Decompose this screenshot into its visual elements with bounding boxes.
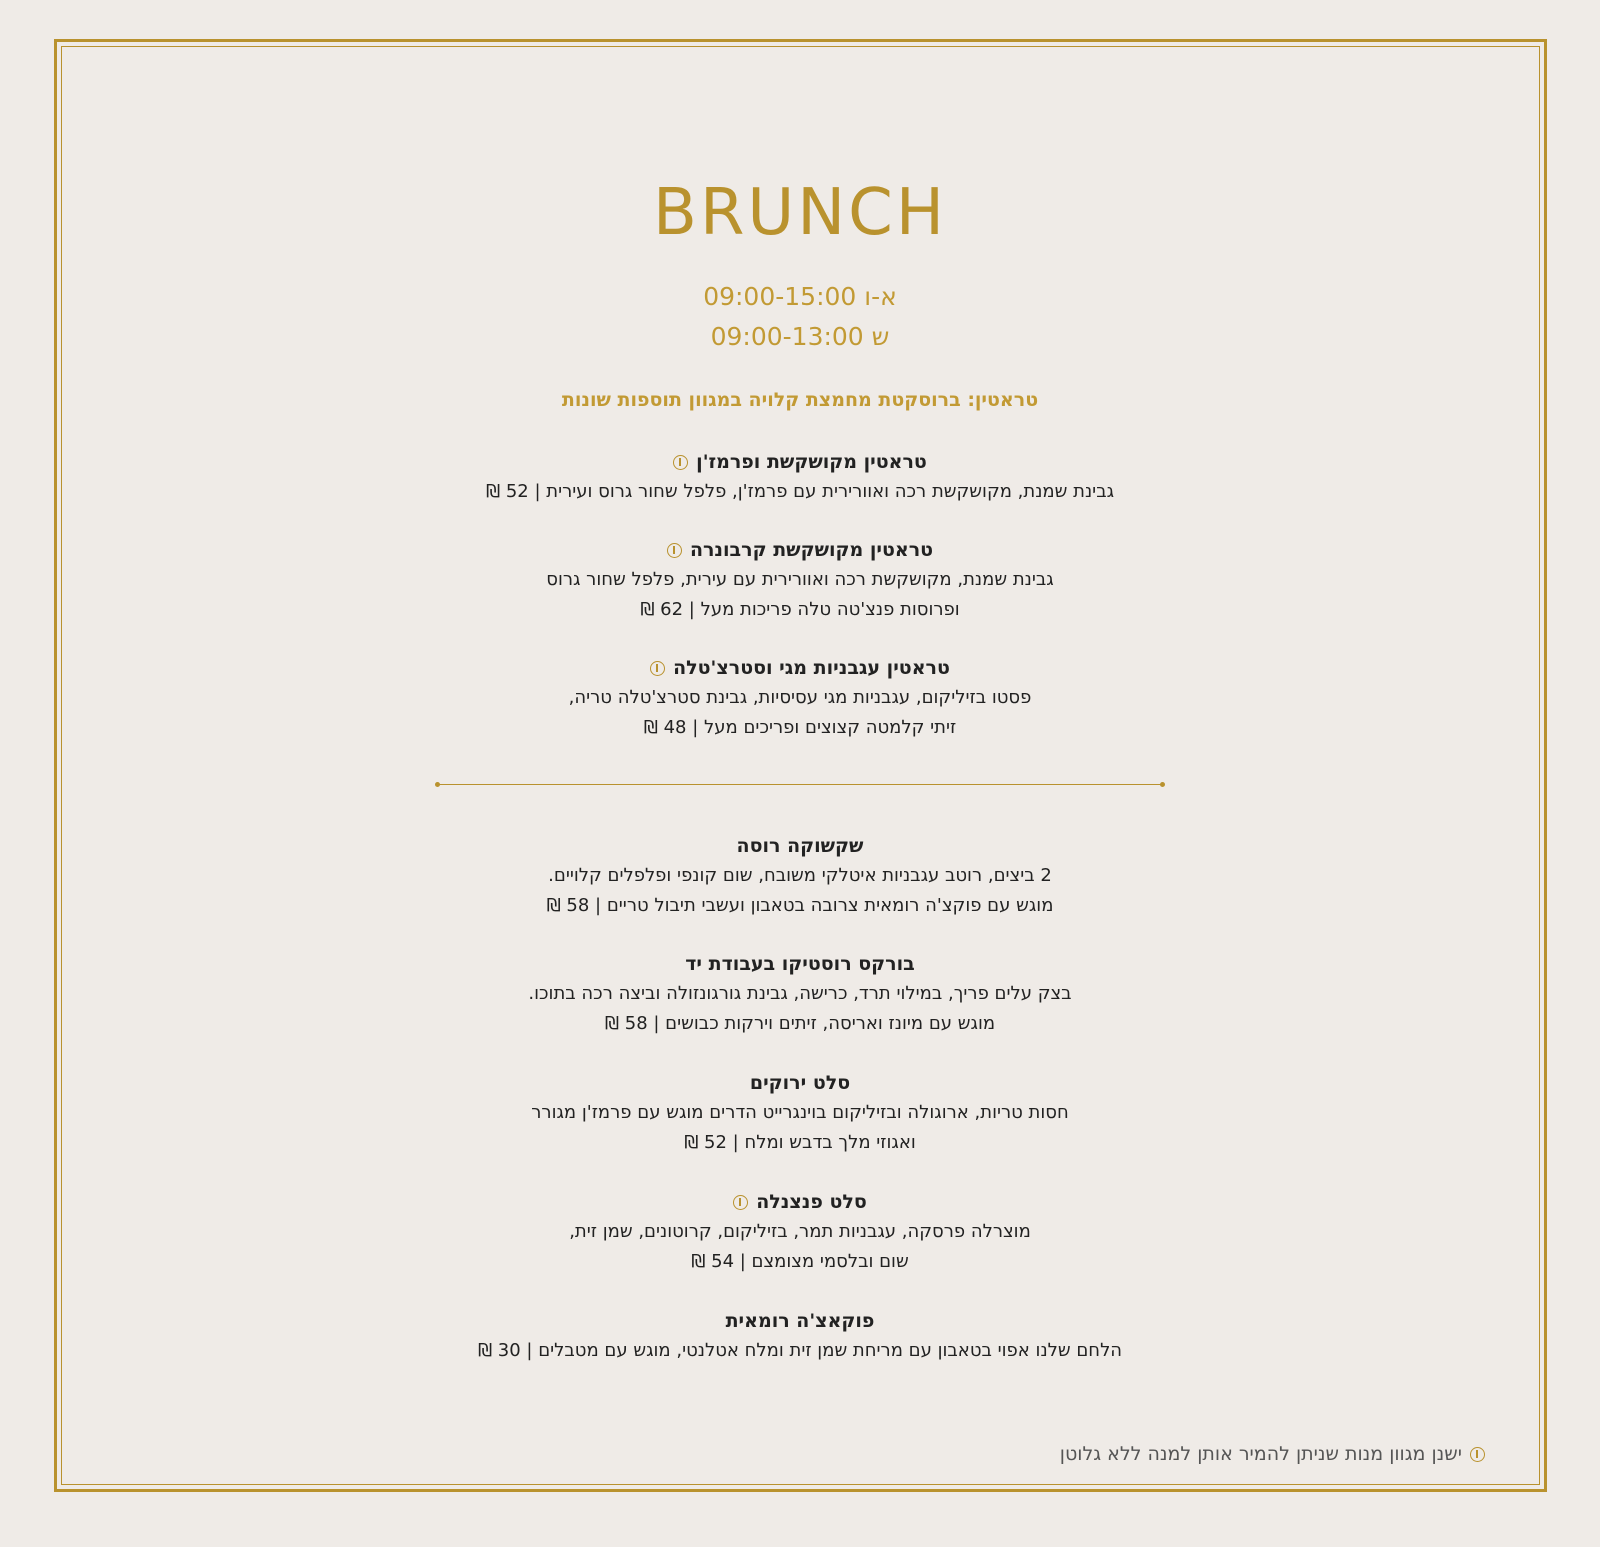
- menu-item: [300, 536, 1300, 625]
- wheat-icon: [673, 455, 688, 470]
- menu-item-name-row: [726, 1307, 875, 1336]
- menu-item-name-row: [650, 654, 950, 683]
- menu-item-description: פסטו בזיליקום, עגבניות מגי עסיסיות, גבינת סטרצ'טלה טריה, זיתי קלמטה קצוצים ופריכים מעל | 48 ₪: [568, 687, 1032, 738]
- menu-item-name: טראטין עגבניות מגי וסטרצ'טלה: [673, 657, 950, 679]
- menu-item-name: סלט ירוקים: [749, 1072, 851, 1094]
- wheat-icon: [650, 661, 665, 676]
- menu-item-name: בורקס רוסטיקו בעבודת יד: [685, 953, 915, 975]
- menu-item-description: גבינת שמנת, מקושקשת רכה ואוורירית עם פרמז'ן, פלפל שחור גרוס ועירית | 52 ₪: [485, 481, 1115, 502]
- menu-item-name: טראטין מקושקשת ופרמז'ן: [696, 451, 927, 473]
- menu-item-name-row: [673, 448, 927, 477]
- menu-item-name: פוקאצ'ה רומאית: [725, 1310, 875, 1332]
- menu-item-name: סלט פנצנלה: [756, 1191, 867, 1213]
- menu-item-description: מוצרלה פרסקה, עגבניות תמר, בזיליקום, קרוטונים, שמן זית, שום ובלסמי מצומצם | 54 ₪: [569, 1221, 1031, 1272]
- menu-item: [300, 1069, 1300, 1158]
- hours-saturday: ש 09:00-13:00: [710, 322, 890, 351]
- menu-item-name: שקשוקה רוסה: [736, 835, 864, 857]
- menu-item: [300, 448, 1300, 507]
- menu-title: BRUNCH: [653, 176, 947, 250]
- menu-item-description: חסות טריות, ארוגולה ובזיליקום בוינגרייט הדרים מוגש עם פרמז'ן מגורר ואגוזי מלך בדבש ומלח | 52 ₪: [531, 1102, 1069, 1153]
- hours-weekdays: א-ו 09:00-15:00: [703, 282, 897, 311]
- wheat-icon: [733, 1195, 748, 1210]
- menu-item-description: 2 ביצים, רוטב עגבניות איטלקי משובח, שום קונפי ופלפלים קלויים. מוגש עם פוקצ'ה רומאית צרובה בטאבון ועשבי תיבול טריים | 58 ₪: [546, 865, 1054, 916]
- menu-item-name-row: [733, 1188, 867, 1217]
- menu-item: [300, 1188, 1300, 1277]
- menu-item-description: הלחם שלנו אפוי בטאבון עם מריחת שמן זית ומלח אטלנטי, מוגש עם מטבלים | 30 ₪: [477, 1340, 1123, 1361]
- menu-item-name: טראטין מקושקשת קרבונרה: [689, 539, 934, 561]
- menu-item-name-row: [750, 1069, 850, 1098]
- menu-item: [300, 654, 1300, 743]
- menu-item-description: גבינת שמנת, מקושקשת רכה ואוורירית עם עירית, פלפל שחור גרוס ופרוסות פנצ'טה טלה פריכות מעל | 62 ₪: [546, 569, 1054, 620]
- gluten-free-footnote: [1060, 1443, 1485, 1465]
- menu-item: [300, 1307, 1300, 1366]
- menu-item-name-row: [667, 536, 933, 565]
- section-subtitle: טראטין: ברוסקטת מחמצת קלויה במגוון תוספות שונות: [561, 389, 1039, 411]
- menu-item-name-row: [737, 832, 864, 861]
- menu-item: [300, 950, 1300, 1039]
- menu-item-name-row: [685, 950, 914, 979]
- menu-item-description: בצק עלים פריך, במילוי תרד, כרישה, גבינת גורגונזולה וביצה רכה בתוכו. מוגש עם מיונז ואריסה, זיתים וירקות כבושים | 58 ₪: [528, 983, 1072, 1034]
- footnote-text: ישנן מגוון מנות שניתן להמיר אותן למנה ללא גלוטן: [1059, 1443, 1462, 1465]
- wheat-icon: [667, 543, 682, 558]
- section-divider: [437, 784, 1163, 785]
- menu-item: [300, 832, 1300, 921]
- wheat-icon: [1470, 1447, 1485, 1462]
